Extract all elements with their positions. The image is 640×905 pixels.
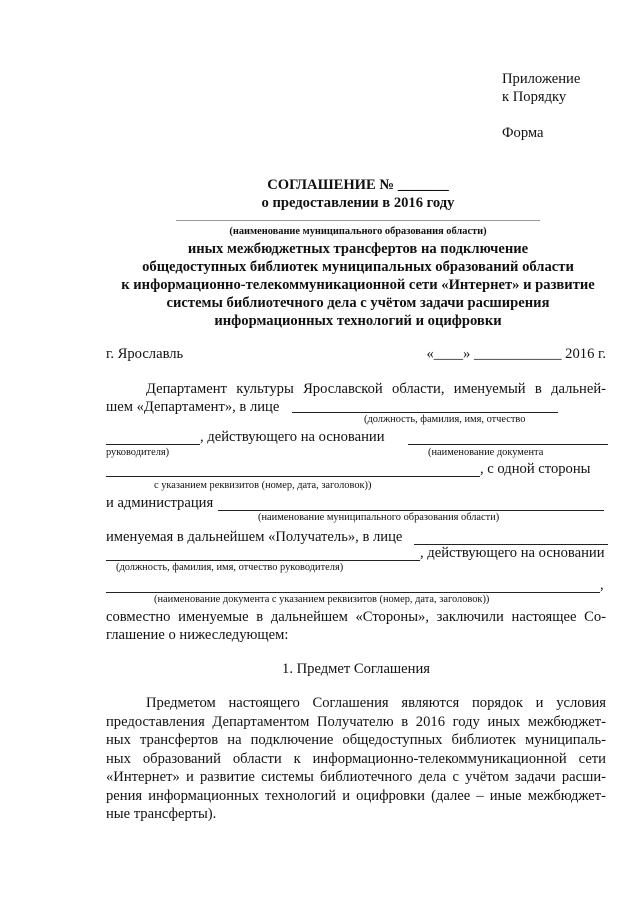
section-text-line: ных образований области к информационно-телекоммуникационной сети [106,750,606,767]
appendix-reference: к Порядку [502,89,567,105]
agreement-title: СОГЛАШЕНИЕ № _______ [267,177,449,193]
section-text-line: ные трансферты). [106,806,217,822]
recipient-doc-fill-line [106,578,600,593]
requisites-caption: с указанием реквизитов (номер, дата, заголовок)) [154,480,372,491]
parties-line: , действующего на основании [200,429,385,445]
form-label: Форма [502,125,544,141]
parties-line: и администрация [106,495,214,511]
position-fill-line [292,398,558,413]
city: г. Ярославль [106,346,184,362]
parties-line: именуемая в дальнейшем «Получатель», в лице [106,529,403,545]
recipient-head-fill-line [106,546,420,561]
parties-line: совместно именуемые в дальнейшем «Стороны», заключили настоящее Со- [106,609,606,625]
position-caption: (должность, фамилия, имя, отчество [364,414,526,425]
municipality-fill-line [218,496,604,511]
municipality-name-line [176,220,540,221]
parties-line: , с одной стороны [480,461,591,477]
basis-doc-fill-line [408,430,608,445]
parties-line: , действующего на основании [420,545,605,561]
municipality-caption: (наименование муниципального образования области) [229,226,487,237]
agreement-date: «____» ____________ 2016 г. [426,346,606,362]
municipality-caption: (наименование муниципального образования области) [258,512,500,523]
section-text-line: «Интернет» и развитие системы библиотечного дела с учётом задачи расши- [106,769,606,785]
line-end-comma: , [600,577,604,593]
head-full-caption: (должность, фамилия, имя, отчество руководителя) [116,562,344,573]
section-text-line: ных трансфертов на подключение общедоступных библиотек муниципаль- [106,732,606,748]
recipient-rep-fill-line [414,530,608,545]
section-text-line: предоставления Департаментом Получателю в 2016 году иных межбюджет- [106,713,606,730]
title-line: системы библиотечного дела с учётом задачи расширения [166,295,550,311]
title-line: общедоступных библиотек муниципальных образований области [142,259,574,275]
parties-line: Департамент культуры Ярославской области, именуемый в дальней- [146,381,606,397]
doc-full-caption: (наименование документа с указанием реквизитов (номер, дата, заголовок)) [154,594,490,605]
title-line: к информационно-телекоммуникационной сети «Интернет» и развитие [121,277,595,293]
parties-line: глашение о нижеследующем: [106,627,289,643]
appendix-label: Приложение [502,71,581,87]
section-text-line: рения информационных технологий и оцифровки (далее – иные межбюджет- [106,787,606,804]
head-caption: руководителя) [106,447,170,458]
section-text-line: Предметом настоящего Соглашения являются порядок и условия [146,695,606,711]
title-line: иных межбюджетных трансфертов на подключение [187,241,529,257]
doc-name-caption: (наименование документа [428,447,544,458]
agreement-subtitle: о предоставлении в 2016 году [261,195,455,211]
title-line: информационных технологий и оцифровки [214,313,502,329]
parties-line: шем «Департамент», в лице [106,399,280,415]
requisites-fill-line [106,462,480,477]
head-fill-line [106,430,200,445]
section-heading: 1. Предмет Соглашения [282,661,430,677]
